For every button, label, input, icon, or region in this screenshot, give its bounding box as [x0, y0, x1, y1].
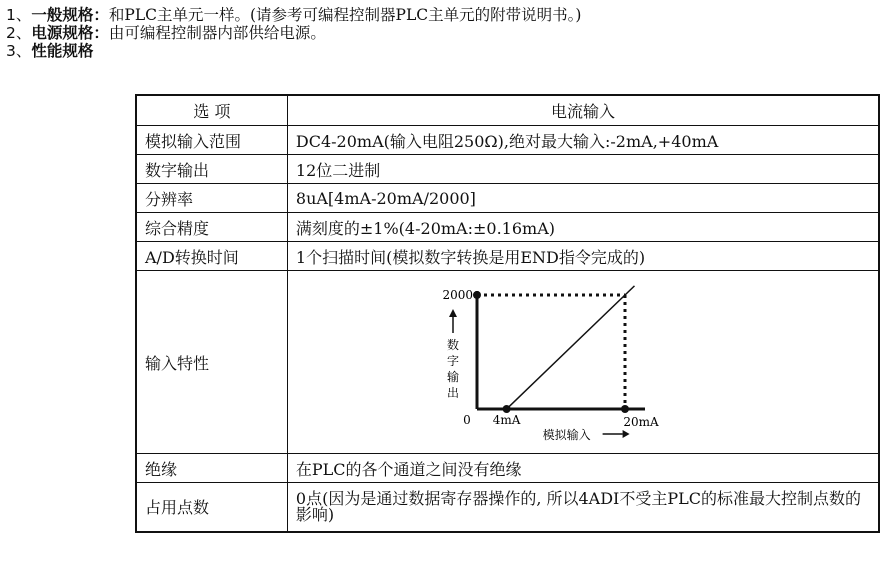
row-value: 1个扫描时间(模拟数字转换是用END指令完成的)	[287, 242, 879, 271]
row-value: 8uA[4mA-20mA/2000]	[287, 184, 879, 213]
row-key: 占用点数	[136, 483, 287, 532]
table-row	[136, 213, 879, 242]
table-row-input-characteristic	[136, 271, 879, 454]
row-key: 模拟输入范围	[136, 126, 287, 155]
table-row	[136, 155, 879, 184]
heading-number: 3、	[6, 42, 32, 60]
header-item: 选 项	[136, 95, 287, 126]
row-key: 数字输出	[136, 155, 287, 184]
table-row	[136, 126, 879, 155]
table-row	[136, 184, 879, 213]
performance-spec-table	[135, 94, 880, 533]
row-value: 满刻度的±1%(4-20mA:±0.16mA)	[287, 213, 879, 242]
y-label-arrow-head	[449, 309, 457, 317]
spec-heading-performance	[6, 42, 93, 60]
origin-label: 0	[463, 413, 471, 427]
table-row	[136, 483, 879, 532]
input-characteristic-chart	[288, 271, 847, 453]
header-value: 电流输入	[287, 95, 879, 126]
heading-text: 由可编程控制器内部供给电源。	[108, 24, 326, 42]
series-line	[506, 286, 634, 409]
x-tick-label: 20mA	[623, 415, 659, 429]
heading-label: 电源规格：	[31, 24, 109, 42]
y-axis-label-char: 数	[446, 338, 459, 352]
max-x-point	[621, 405, 629, 413]
spec-heading-power	[6, 24, 326, 42]
max-y-point	[473, 291, 481, 299]
row-value: 12位二进制	[287, 155, 879, 184]
table-header-row	[136, 95, 879, 126]
heading-number: 1、	[6, 6, 32, 24]
heading-text: 和PLC主单元一样。(请参考可编程控制器PLC主单元的附带说明书。)	[108, 6, 582, 24]
x-label-arrow-head	[622, 430, 629, 438]
table-row	[136, 454, 879, 483]
spec-heading-general	[6, 6, 581, 24]
input-characteristic-cell	[287, 271, 879, 454]
x-axis-label: 模拟输入	[542, 428, 591, 442]
heading-label: 性能规格	[31, 42, 94, 60]
y-axis-label-char: 输	[446, 370, 459, 384]
row-key: 综合精度	[136, 213, 287, 242]
row-key: A/D转换时间	[136, 242, 287, 271]
row-key: 分辨率	[136, 184, 287, 213]
heading-label: 一般规格：	[31, 6, 109, 24]
start-point	[502, 405, 510, 413]
y-axis-label-char: 字	[446, 354, 459, 368]
row-value: 0点(因为是通过数据寄存器操作的, 所以4ADI不受主PLC的标准最大控制点数的影响)	[287, 483, 879, 532]
heading-number: 2、	[6, 24, 32, 42]
x-tick-label: 4mA	[492, 413, 521, 427]
row-key: 输入特性	[136, 271, 287, 454]
row-value: 在PLC的各个通道之间没有绝缘	[287, 454, 879, 483]
row-value: DC4-20mA(输入电阻250Ω),绝对最大输入:-2mA,+40mA	[287, 126, 879, 155]
table-row	[136, 242, 879, 271]
y-axis-label-char: 出	[446, 386, 459, 400]
row-key: 绝缘	[136, 454, 287, 483]
characteristic-chart-svg	[288, 271, 847, 453]
y-tick-label: 2000	[442, 288, 473, 302]
